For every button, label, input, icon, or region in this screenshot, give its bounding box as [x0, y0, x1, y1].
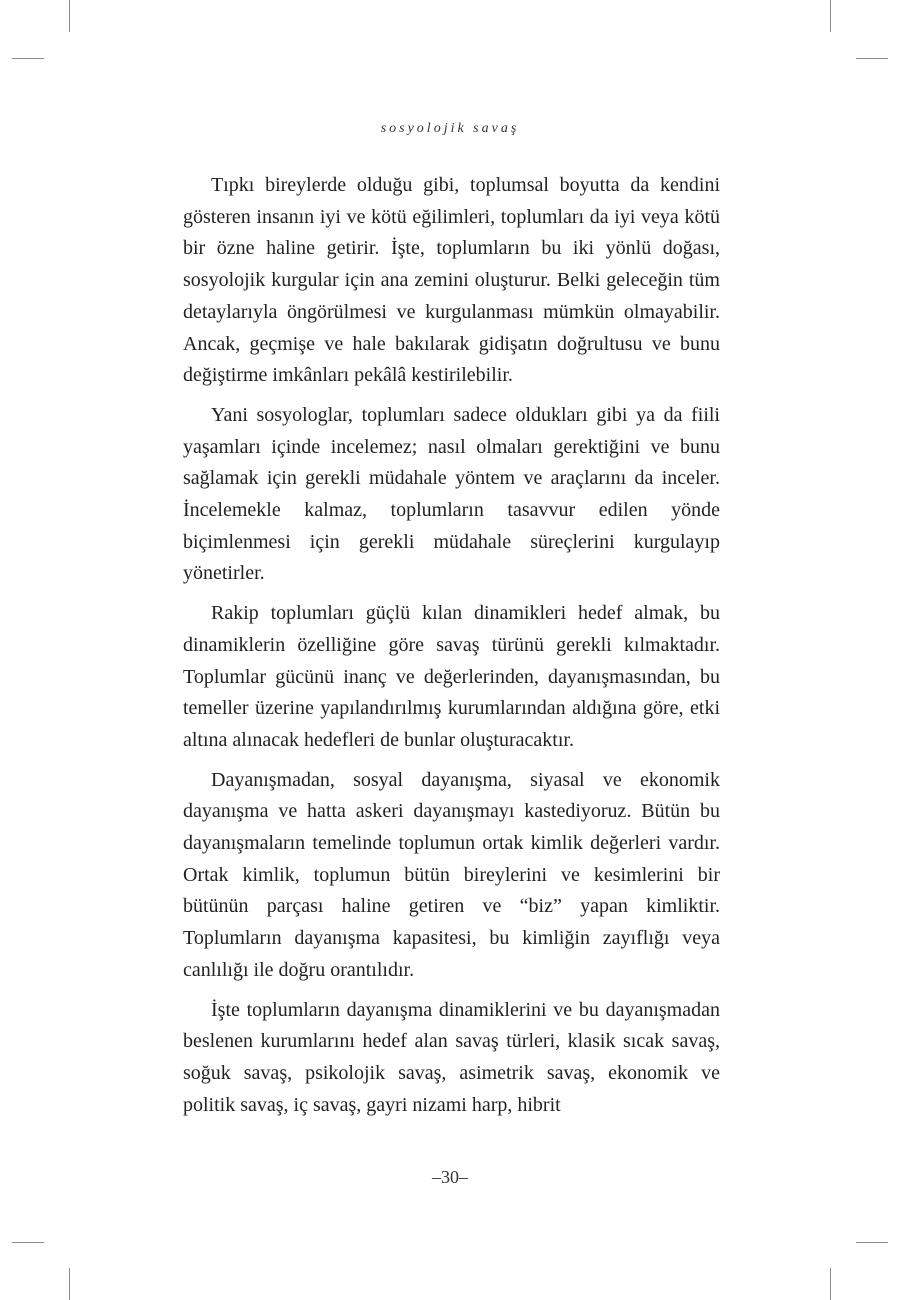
crop-mark-bottom-left-vertical	[69, 1268, 70, 1300]
crop-mark-top-left-horizontal	[12, 58, 44, 59]
crop-mark-top-left-vertical	[69, 0, 70, 32]
paragraph: İşte toplumların dayanışma dinamiklerini ve bu dayanışmadan beslenen kurumlarını hedef alan savaş türleri, klasik sıcak savaş, soğuk savaş, psikolojik savaş, asimetrik savaş, ekonomik ve politik savaş, iç savaş, gayri nizami harp, hibrit	[183, 998, 720, 1116]
body-text	[183, 170, 720, 1121]
paragraph: Yani sosyologlar, toplumları sadece oldukları gibi ya da fiili yaşamları içinde incelemez; nasıl olmaları gerektiğini ve bunu sağlamak için gerekli müdahale yöntem ve araçlarını da inceler. İncelemekle kalmaz, toplumların tasavvur edilen yönde biçimlenmesi için gerekli müdahale süreçlerini kurgulayıp yönetirler.	[183, 403, 720, 585]
paragraph: Dayanışmadan, sosyal dayanışma, siyasal ve ekonomik dayanışma ve hatta askeri dayanışmayı kastediyoruz. Bütün bu dayanışmaların temelinde toplumun ortak kimlik değerleri vardır. Ortak kimlik, toplumun bütün bireylerini ve kesimlerini bir bütünün parçası haline getiren ve “biz” yapan kimliktir. Toplumların dayanışma kapasitesi, bu kimliğin zayıflığı veya canlılığı ile doğru orantılıdır.	[183, 768, 720, 981]
paragraph: Tıpkı bireylerde olduğu gibi, toplumsal boyutta da kendini gösteren insanın iyi ve kötü eğilimleri, toplumları da iyi veya kötü bir özne haline getirir. İşte, toplumların bu iki yönlü doğası, sosyolojik kurgular için ana zemini oluşturur. Belki geleceğin tüm detaylarıyla öngörülmesi ve kurgulanması mümkün olmayabilir. Ancak, geçmişe ve hale bakılarak gidişatın doğrultusu ve bunu değiştirme imkânları pekâlâ kestirilebilir.	[183, 174, 720, 387]
crop-mark-bottom-right-vertical	[830, 1268, 831, 1300]
crop-mark-bottom-left-horizontal	[12, 1242, 44, 1243]
crop-mark-top-right-horizontal	[856, 58, 888, 59]
paragraph: Rakip toplumları güçlü kılan dinamikleri hedef almak, bu dinamiklerin özelliğine göre savaş türünü gerekli kılmaktadır. Toplumlar gücünü inanç ve değerlerinden, dayanışmasından, bu temeller üzerine yapılandırılmış kurumlarından aldığına göre, etki altına alınacak hedefleri de bunlar oluşturacaktır.	[183, 602, 720, 751]
crop-mark-bottom-right-horizontal	[856, 1242, 888, 1243]
running-head: sosyolojik savaş	[380, 121, 520, 136]
crop-mark-top-right-vertical	[830, 0, 831, 32]
page-number: –30–	[432, 1167, 468, 1187]
